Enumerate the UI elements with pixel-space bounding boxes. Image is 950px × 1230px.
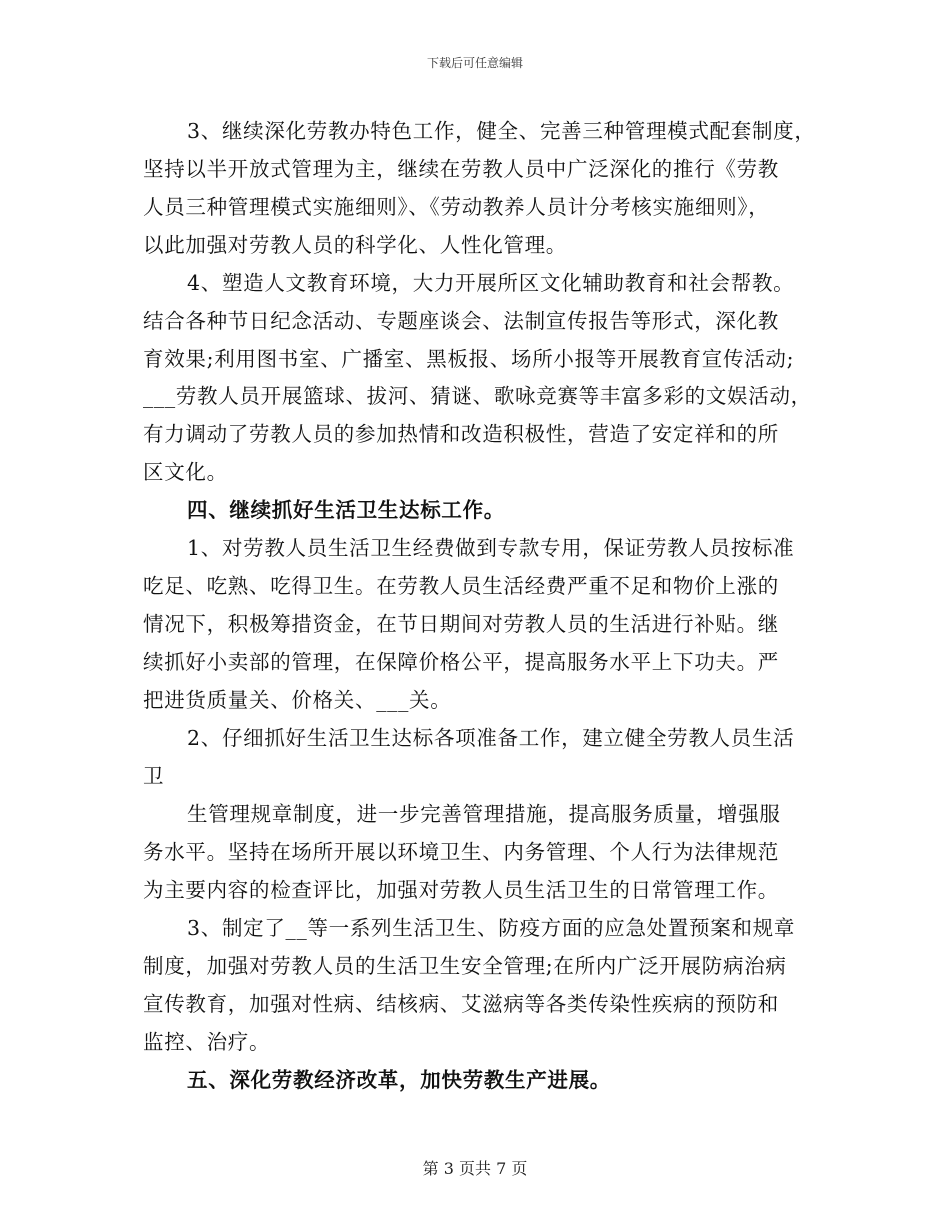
paragraph-line: ___劳教人员开展篮球、拔河、猜谜、歌咏竞赛等丰富多彩的文娱活动， xyxy=(143,384,812,408)
paragraph-line: 情况下，积极筹措资金，在节日期间对劳教人员的生活进行补贴。继 xyxy=(143,612,779,636)
paragraph-line: 人员三种管理模式实施细则》、《劳动教养人员计分考核实施细则》， xyxy=(143,195,770,219)
paragraph-line: 卫 xyxy=(143,764,165,788)
paragraph-line: 制度，加强对劳教人员的生活卫生安全管理;在所内广泛开展防病治病 xyxy=(143,954,787,978)
paragraph-line: 3、继续深化劳教办特色工作，健全、完善三种管理模式配套制度， xyxy=(187,119,816,143)
section-heading: 四、继续抓好生活卫生达标工作。 xyxy=(187,498,505,522)
paragraph-line: 1、对劳教人员生活卫生经费做到专款专用，保证劳教人员按标准 xyxy=(187,536,795,560)
paragraph-line: 2、仔细抓好生活卫生达标各项准备工作，建立健全劳教人员生活 xyxy=(187,726,795,750)
paragraph-line: 续抓好小卖部的管理，在保障价格公平，提高服务水平上下功夫。严 xyxy=(143,650,779,674)
paragraph-line: 务水平。坚持在场所开展以环境卫生、内务管理、个人行为法律规范 xyxy=(143,840,779,864)
paragraph-line: 育效果;利用图书室、广播室、黑板报、场所小报等开展教育宣传活动; xyxy=(143,347,795,371)
paragraph-line: 宣传教育，加强对性病、结核病、艾滋病等各类传染性疾病的预防和 xyxy=(143,992,779,1016)
paragraph-line: 3、制定了__等一系列生活卫生、防疫方面的应急处置预案和规章 xyxy=(187,916,796,940)
paragraph-line: 监控、治疗。 xyxy=(143,1030,271,1054)
paragraph-line: 区文化。 xyxy=(143,460,228,484)
paragraph-line: 生管理规章制度，进一步完善管理措施，提高服务质量，增强服 xyxy=(187,802,781,826)
paragraph-line: 把进货质量关、价格关、___关。 xyxy=(143,688,452,712)
page-number: 第 3 页共 7 页 xyxy=(422,1159,528,1178)
section-heading: 五、深化劳教经济改革，加快劳教生产进展。 xyxy=(187,1068,611,1092)
paragraph-line: 以此加强对劳教人员的科学化、人性化管理。 xyxy=(143,233,567,257)
paragraph-line: 4、塑造人文教育环境，大力开展所区文化辅助教育和社会帮教。 xyxy=(187,271,795,295)
paragraph-line: 有力调动了劳教人员的参加热情和改造积极性，营造了安定祥和的所 xyxy=(143,422,779,446)
page-header-note: 下载后可任意编辑 xyxy=(426,56,523,70)
paragraph-line: 结合各种节日纪念活动、专题座谈会、法制宣传报告等形式，深化教 xyxy=(143,309,779,333)
paragraph-line: 吃足、吃熟、吃得卫生。在劳教人员生活经费严重不足和物价上涨的 xyxy=(143,574,779,598)
paragraph-line: 坚持以半开放式管理为主，继续在劳教人员中广泛深化的推行《劳教 xyxy=(143,157,779,181)
paragraph-line: 为主要内容的检查评比，加强对劳教人员生活卫生的日常管理工作。 xyxy=(143,878,779,902)
